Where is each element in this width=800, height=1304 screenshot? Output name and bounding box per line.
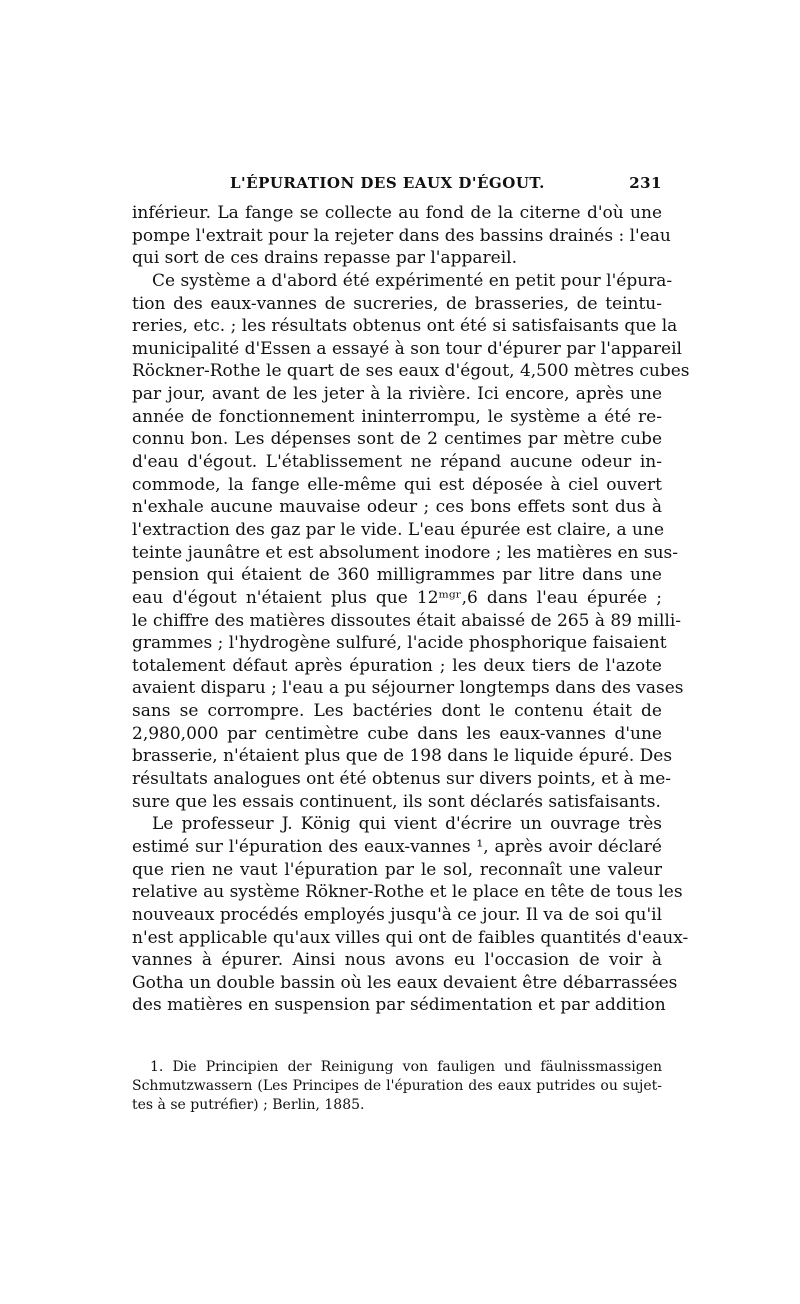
- text-line: teinte jaunâtre et est absolument inodore ; les matières en sus-: [132, 542, 679, 563]
- running-head: [132, 174, 662, 198]
- text-line: pompe l'extrait pour la rejeter dans des bassins drainés : l'eau: [132, 225, 671, 246]
- text-line: totalement défaut après épuration ; les deux tiers de l'azote: [132, 655, 662, 676]
- text-line: Röckner-Rothe le quart de ses eaux d'égout, 4,500 mètres cubes: [132, 361, 690, 382]
- text-line: connu bon. Les dépenses sont de 2 centimes par mètre cube: [132, 429, 662, 450]
- text-line: Gotha un double bassin où les eaux devaient être débarrassées: [132, 972, 678, 993]
- footnotes: [132, 1058, 662, 1115]
- text-line: pension qui étaient de 360 milligrammes par litre dans une: [132, 565, 662, 586]
- text-line: le chiffre des matières dissoutes était abaissé de 265 à 89 milli-: [132, 610, 682, 631]
- text-line: sure que les essais continuent, ils sont déclarés satisfaisants.: [132, 791, 661, 812]
- footnote-line: tes à se putréfier) ; Berlin, 1885.: [132, 1097, 365, 1113]
- text-line: par jour, avant de les jeter à la rivière. Ici encore, après une: [132, 384, 662, 405]
- text-line: commode, la fange elle-même qui est déposée à ciel ouvert: [132, 474, 662, 495]
- text-line: que rien ne vaut l'épuration par le sol, reconnaît une valeur: [132, 859, 662, 880]
- text-line: vannes à épurer. Ainsi nous avons eu l'occasion de voir à: [132, 950, 662, 971]
- footnote-line: Schmutzwassern (Les Principes de l'épuration des eaux putrides ou sujet-: [132, 1078, 662, 1094]
- page-number: 231: [629, 174, 662, 192]
- text-line: estimé sur l'épuration des eaux-vannes ¹, après avoir déclaré: [132, 836, 662, 857]
- body-text: [132, 202, 690, 1017]
- text-line: des matières en suspension par sédimentation et par addition: [132, 995, 666, 1016]
- text-line: Ce système a d'abord été expérimenté en petit pour l'épura-: [152, 270, 673, 291]
- text-line: n'est applicable qu'aux villes qui ont de faibles quantités d'eaux-: [132, 927, 689, 948]
- text-line: Le professeur J. König qui vient d'écrire un ouvrage très: [152, 814, 662, 835]
- text-line: qui sort de ces drains repasse par l'appareil.: [132, 248, 517, 269]
- footnote-line: 1. Die Principien der Reinigung von fauligen und fäulnissmassigen: [150, 1059, 662, 1075]
- text-line: reries, etc. ; les résultats obtenus ont été si satisfaisants que la: [132, 316, 678, 337]
- text-line: nouveaux procédés employés jusqu'à ce jour. Il va de soi qu'il: [132, 904, 663, 925]
- text-line: brasserie, n'étaient plus que de 198 dans le liquide épuré. Des: [132, 746, 673, 767]
- text-line: eau d'égout n'étaient plus que 12ᵐᵍʳ,6 dans l'eau épurée ;: [132, 587, 662, 608]
- text-line: municipalité d'Essen a essayé à son tour d'épurer par l'appareil: [132, 338, 682, 359]
- text-line: d'eau d'égout. L'établissement ne répand aucune odeur in-: [132, 452, 662, 473]
- text-line: résultats analogues ont été obtenus sur divers points, et à me-: [132, 769, 672, 790]
- text-line: relative au système Rökner-Rothe et le place en tête de tous les: [132, 882, 683, 903]
- text-line: tion des eaux-vannes de sucreries, de brasseries, de teintu-: [132, 293, 662, 314]
- text-line: l'extraction des gaz par le vide. L'eau épurée est claire, a une: [132, 519, 665, 540]
- running-title: L'ÉPURATION DES EAUX D'ÉGOUT.: [230, 174, 545, 192]
- text-line: année de fonctionnement ininterrompu, le système a été re-: [132, 406, 662, 427]
- text-line: n'exhale aucune mauvaise odeur ; ces bons effets sont dus à: [132, 497, 662, 518]
- text-line: grammes ; l'hydrogène sulfuré, l'acide phosphorique faisaient: [132, 633, 667, 654]
- text-line: 2,980,000 par centimètre cube dans les eaux-vannes d'une: [132, 723, 662, 744]
- text-line: avaient disparu ; l'eau a pu séjourner longtemps dans des vases: [132, 678, 684, 699]
- text-line: inférieur. La fange se collecte au fond de la citerne d'où une: [132, 203, 662, 223]
- text-line: sans se corrompre. Les bactéries dont le contenu était de: [132, 701, 662, 722]
